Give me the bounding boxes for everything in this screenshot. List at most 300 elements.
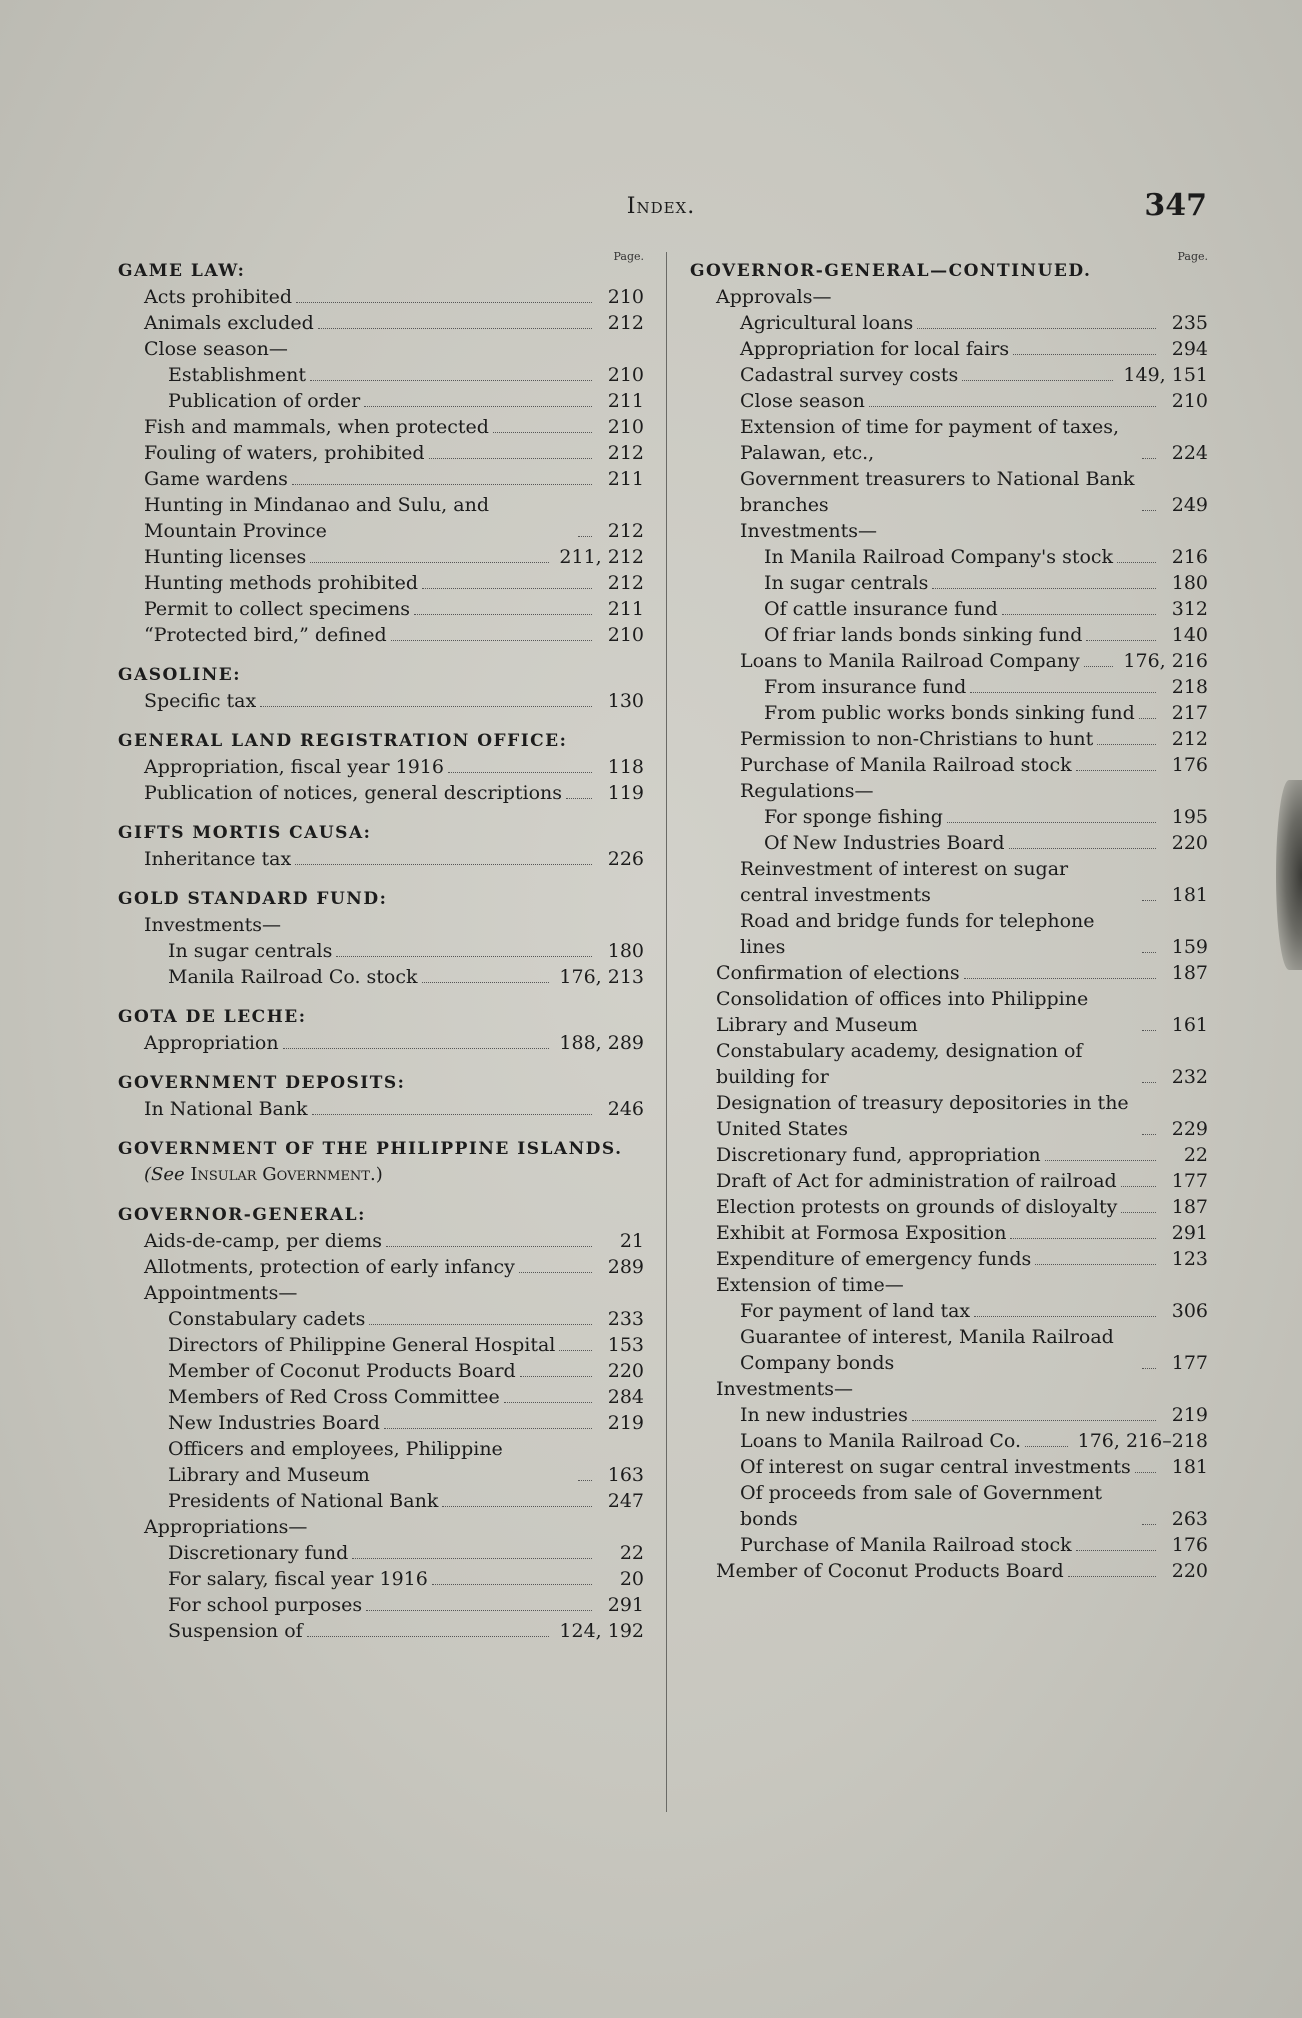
entry-page: 176, 216–218 [1077,1430,1208,1452]
dot-leader [1086,640,1156,641]
index-entry [690,622,1208,648]
entry-page: 176, 213 [559,966,644,988]
index-heading: GOVERNMENT OF THE PHILIPPINE ISLANDS. [118,1139,623,1159]
index-entry [690,570,1208,596]
entry-text: Hunting methods prohibited [144,572,418,594]
entry-text: Permit to collect specimens [144,598,411,620]
entry-text: Appropriation [144,1032,279,1054]
entry-text: Appointments— [144,1282,298,1304]
entry-text: Aids-de-camp, per diems [144,1230,382,1252]
dot-leader [962,380,1113,381]
dot-leader [1117,562,1156,563]
dot-leader [1013,354,1156,355]
entry-page: 181 [1171,1456,1208,1478]
entry-text: Appropriations— [144,1516,308,1538]
entry-text: Allotments, protection of early infancy [144,1256,515,1278]
entry-text: Designation of treasury depositories in the United States [716,1092,1129,1140]
dot-leader [310,380,592,381]
entry-page: 226 [607,848,644,870]
entry-text: Cadastral survey costs [740,364,959,386]
entry-page: 306 [1171,1300,1208,1322]
index-entry [690,596,1208,622]
thumb-shadow [1276,780,1302,970]
entry-page: 224 [1171,442,1208,464]
dot-leader [520,1376,592,1377]
dot-leader [1139,718,1156,719]
index-entry [690,804,1208,830]
index-entry [690,752,1208,778]
entry-page: 232 [1171,1066,1208,1088]
entry-text: Suspension of [168,1620,303,1642]
entry-text: Members of Red Cross Committee [168,1386,500,1408]
entry-text: Close season— [144,338,288,360]
entry-page: 220 [1171,832,1208,854]
entry-page: 149, 151 [1123,364,1208,386]
dot-leader [296,302,592,303]
see-reference [118,1162,644,1188]
index-entry [118,362,644,388]
entry-page: 22 [1183,1144,1208,1166]
dot-leader [1121,1212,1156,1213]
dot-leader [1142,952,1156,953]
index-entry [118,284,644,310]
index-entry [690,648,1208,674]
index-entry [118,1410,644,1436]
entry-text: Constabulary academy, designation of building for [716,1040,1083,1088]
dot-leader [260,706,592,707]
dot-leader [1135,1472,1156,1473]
entry-text: In sugar centrals [764,572,929,594]
dot-leader [932,588,1156,589]
dot-leader [559,1350,592,1351]
dot-leader [1076,770,1156,771]
index-entry [690,1428,1208,1454]
entry-page: 249 [1171,494,1208,516]
dot-leader [384,1428,592,1429]
dot-leader [1068,1576,1156,1577]
dot-leader [1142,1134,1156,1135]
entry-page: 163 [607,1464,644,1486]
index-entry [690,1220,1208,1246]
page-number: 347 [1144,188,1207,223]
index-entry [118,754,644,780]
entry-text: Appropriation for local fairs [740,338,1010,360]
index-entry [690,1376,1208,1402]
dot-leader [917,328,1156,329]
entry-page: 291 [607,1594,644,1616]
index-entry [118,1436,644,1488]
index-entry [690,986,1208,1038]
dot-leader [1002,614,1156,615]
dot-leader [1045,1160,1156,1161]
entry-text: For school purposes [168,1594,363,1616]
left-entries [118,250,644,1644]
entry-page: 130 [607,690,644,712]
entry-text: Approvals— [716,286,832,308]
entry-page: 211 [607,468,644,490]
entry-text: Game wardens [144,468,288,490]
entry-page: 263 [1171,1508,1208,1530]
dot-leader [578,1480,592,1481]
entry-text: Discretionary fund [168,1542,349,1564]
dot-leader [1025,1446,1068,1447]
entry-page: 123 [1171,1248,1208,1270]
index-entry [690,1558,1208,1584]
entry-text: Expenditure of emergency funds [716,1248,1032,1270]
dot-leader [519,1272,592,1273]
index-heading: GENERAL LAND REGISTRATION OFFICE: [118,731,568,751]
entry-page: 217 [1171,702,1208,724]
entry-text: Election protests on grounds of disloyalty [716,1196,1118,1218]
entry-text: In new industries [740,1404,908,1426]
entry-text: Constabulary cadets [168,1308,366,1330]
dot-leader [422,982,550,983]
running-title: Index. [626,194,696,219]
entry-page: 195 [1171,806,1208,828]
index-entry [690,1298,1208,1324]
entry-page: 218 [1171,676,1208,698]
entry-text: Confirmation of elections [716,962,960,984]
entry-text: Officers and employees, Philippine Library and Museum [168,1438,503,1486]
entry-text: In National Bank [144,1098,308,1120]
index-entry [118,1280,644,1306]
entry-page: 181 [1171,884,1208,906]
index-entry [118,1566,644,1592]
dot-leader [312,1114,592,1115]
index-heading: GOLD STANDARD FUND: [118,889,388,909]
entry-page: 210 [607,624,644,646]
entry-text: Road and bridge funds for telephone lines [740,910,1095,958]
index-entry [118,1306,644,1332]
index-entry [690,830,1208,856]
entry-text: Investments— [716,1378,853,1400]
entry-text: Agricultural loans [740,312,914,334]
entry-text: For salary, fiscal year 1916 [168,1568,428,1590]
entry-page: 246 [607,1098,644,1120]
entry-page: 180 [1171,572,1208,594]
dot-leader [566,798,592,799]
entry-text: Of interest on sugar central investments [740,1456,1131,1478]
entry-page: 291 [1171,1222,1208,1244]
entry-text: Fouling of waters, prohibited [144,442,425,464]
entry-text: Acts prohibited [144,286,293,308]
index-entry [690,1090,1208,1142]
entry-page: 284 [607,1386,644,1408]
index-entry [690,1532,1208,1558]
dot-leader [1142,1524,1156,1525]
entry-page: 219 [1171,1404,1208,1426]
entry-text: Of friar lands bonds sinking fund [764,624,1083,646]
dot-leader [364,406,592,407]
dot-leader [310,562,549,563]
entry-text: Reinvestment of interest on sugar central investments [740,858,1069,906]
index-entry [118,1514,644,1540]
entry-page: 210 [1171,390,1208,412]
index-entry [690,1480,1208,1532]
index-entry [690,1194,1208,1220]
entry-text: Of proceeds from sale of Government bonds [740,1482,1103,1530]
index-entry [690,1402,1208,1428]
index-entry [690,1142,1208,1168]
index-entry [118,912,644,938]
index-entry [118,466,644,492]
entry-page: 187 [1171,962,1208,984]
index-entry [690,518,1208,544]
index-entry [118,596,644,622]
index-entry [690,362,1208,388]
entry-text: Investments— [740,520,877,542]
index-column-left [118,250,644,1644]
entry-text: Appropriation, fiscal year 1916 [144,756,444,778]
index-entry [690,726,1208,752]
entry-text: Exhibit at Formosa Exposition [716,1222,1007,1244]
dot-leader [386,1246,592,1247]
entry-page: 210 [607,416,644,438]
entry-text: Regulations— [740,780,874,802]
entry-text: Specific tax [144,690,257,712]
index-entry [690,1246,1208,1272]
entry-page: 176 [1171,1534,1208,1556]
index-entry [118,440,644,466]
index-entry [690,466,1208,518]
entry-page: 22 [619,1542,644,1564]
entry-page: 124, 192 [559,1620,644,1642]
index-entry [690,700,1208,726]
index-entry [118,1540,644,1566]
entry-page: 212 [1171,728,1208,750]
entry-text: Publication of notices, general descriptions [144,782,563,804]
entry-text: Loans to Manila Railroad Co. [740,1430,1022,1452]
entry-page: 229 [1171,1118,1208,1140]
dot-leader [970,692,1156,693]
index-entry [690,908,1208,960]
entry-text: Loans to Manila Railroad Company [740,650,1080,672]
dot-leader [336,956,592,957]
entry-page: 177 [1171,1352,1208,1374]
dot-leader [1142,1368,1156,1369]
index-entry [118,688,644,714]
entry-page: 212 [607,520,644,542]
dot-leader [369,1324,592,1325]
entry-page: 188, 289 [559,1032,644,1054]
dot-leader [1010,1238,1156,1239]
dot-leader [1142,900,1156,901]
dot-leader [1142,458,1156,459]
index-entry [690,388,1208,414]
entry-page: 210 [607,364,644,386]
page-header [115,188,1207,238]
entry-text: Of cattle insurance fund [764,598,998,620]
dot-leader [974,1316,1156,1317]
entry-page: 187 [1171,1196,1208,1218]
index-entry [118,1254,644,1280]
entry-text: Permission to non-Christians to hunt [740,728,1094,750]
dot-leader [1009,848,1156,849]
see-prefix: (See [144,1164,185,1185]
entry-page: 220 [1171,1560,1208,1582]
entry-page: 212 [607,572,644,594]
entry-page: 176 [1171,754,1208,776]
entry-page: 159 [1171,936,1208,958]
entry-text: Close season [740,390,865,412]
entry-text: Animals excluded [144,312,314,334]
page-column-label: Page. [613,250,644,263]
entry-text: In Manila Railroad Company's stock [764,546,1114,568]
dot-leader [1084,666,1114,667]
entry-text: Publication of order [168,390,361,412]
page-column-label: Page. [1177,250,1208,263]
index-entry [118,938,644,964]
entry-page: 161 [1171,1014,1208,1036]
dot-leader [429,458,592,459]
dot-leader [352,1558,592,1559]
entry-text: Member of Coconut Products Board [168,1360,516,1382]
index-heading: GASOLINE: [118,665,241,685]
entry-page: 153 [607,1334,644,1356]
index-entry [118,846,644,872]
entry-page: 211, 212 [559,546,644,568]
index-entry [118,544,644,570]
entry-page: 220 [607,1360,644,1382]
index-entry [690,544,1208,570]
right-entries [690,250,1208,1584]
index-heading: GAME LAW: [118,261,246,281]
index-entry [118,1030,644,1056]
index-entry [118,1358,644,1384]
entry-page: 176, 216 [1123,650,1208,672]
entry-text: Manila Railroad Co. stock [168,966,418,988]
entry-text: Directors of Philippine General Hospital [168,1334,556,1356]
entry-page: 219 [607,1412,644,1434]
index-entry [118,622,644,648]
dot-leader [947,822,1156,823]
index-heading: GOVERNOR-GENERAL: [118,1205,366,1225]
column-divider [666,252,667,1812]
entry-text: Government treasurers to National Bank branches [740,468,1135,516]
dot-leader [307,1636,550,1637]
index-entry [690,1454,1208,1480]
index-column-right [690,250,1208,1584]
entry-text: Extension of time— [716,1274,904,1296]
entry-text: Of New Industries Board [764,832,1005,854]
index-entry [690,1272,1208,1298]
entry-text: Discretionary fund, appropriation [716,1144,1041,1166]
index-entry [118,1332,644,1358]
entry-text: Hunting in Mindanao and Sulu, and Mountain Province [144,494,489,542]
dot-leader [295,864,592,865]
entry-text: “Protected bird,” defined [144,624,387,646]
index-entry [690,1168,1208,1194]
index-entry [118,780,644,806]
entry-page: 177 [1171,1170,1208,1192]
see-target: Insular Government.) [190,1164,383,1185]
index-entry [118,1384,644,1410]
entry-text: Purchase of Manila Railroad stock [740,754,1072,776]
dot-leader [1121,1186,1156,1187]
dot-leader [432,1584,592,1585]
dot-leader [1097,744,1156,745]
dot-leader [414,614,592,615]
index-entry [118,336,644,362]
index-heading: GOVERNOR-GENERAL—CONTINUED. [690,261,1092,281]
entry-text: From public works bonds sinking fund [764,702,1135,724]
index-heading: GOVERNMENT DEPOSITS: [118,1073,406,1093]
dot-leader [391,640,592,641]
entry-page: 119 [607,782,644,804]
entry-page: 20 [619,1568,644,1590]
dot-leader [1142,1082,1156,1083]
dot-leader [504,1402,592,1403]
index-entry [690,310,1208,336]
entry-page: 247 [607,1490,644,1512]
dot-leader [442,1506,592,1507]
entry-text: For sponge fishing [764,806,943,828]
entry-text: From insurance fund [764,676,967,698]
entry-page: 212 [607,312,644,334]
index-entry [690,960,1208,986]
entry-page: 211 [607,390,644,412]
index-entry [118,964,644,990]
index-entry [118,388,644,414]
dot-leader [1035,1264,1156,1265]
entry-text: Inheritance tax [144,848,292,870]
index-entry [690,336,1208,362]
entry-text: Extension of time for payment of taxes, Palawan, etc., [740,416,1119,464]
index-heading: GOTA DE LECHE: [118,1007,307,1027]
dot-leader [366,1610,592,1611]
dot-leader [1142,510,1156,511]
index-entry [118,1618,644,1644]
dot-leader [964,978,1156,979]
entry-page: 289 [607,1256,644,1278]
entry-text: Investments— [144,914,281,936]
entry-page: 235 [1171,312,1208,334]
dot-leader [1076,1550,1156,1551]
entry-text: Hunting licenses [144,546,307,568]
entry-text: In sugar centrals [168,940,333,962]
index-entry [690,778,1208,804]
entry-text: Member of Coconut Products Board [716,1560,1064,1582]
dot-leader [1142,1030,1156,1031]
dot-leader [318,328,592,329]
index-entry [690,856,1208,908]
entry-text: Draft of Act for administration of railroad [716,1170,1117,1192]
entry-page: 21 [619,1230,644,1252]
entry-text: Guarantee of interest, Manila Railroad Company bonds [740,1326,1114,1374]
entry-page: 212 [607,442,644,464]
entry-page: 118 [607,756,644,778]
entry-text: Purchase of Manila Railroad stock [740,1534,1072,1556]
index-entry [118,414,644,440]
dot-leader [448,772,592,773]
index-entry [118,492,644,544]
entry-page: 140 [1171,624,1208,646]
index-entry [690,674,1208,700]
dot-leader [283,1048,550,1049]
dot-leader [912,1420,1156,1421]
dot-leader [493,432,592,433]
entry-page: 233 [607,1308,644,1330]
entry-page: 216 [1171,546,1208,568]
index-entry [118,1488,644,1514]
index-entry [690,1324,1208,1376]
entry-page: 210 [607,286,644,308]
entry-page: 211 [607,598,644,620]
index-entry [118,1096,644,1122]
index-entry [118,1228,644,1254]
index-entry [118,310,644,336]
index-heading: GIFTS MORTIS CAUSA: [118,823,372,843]
